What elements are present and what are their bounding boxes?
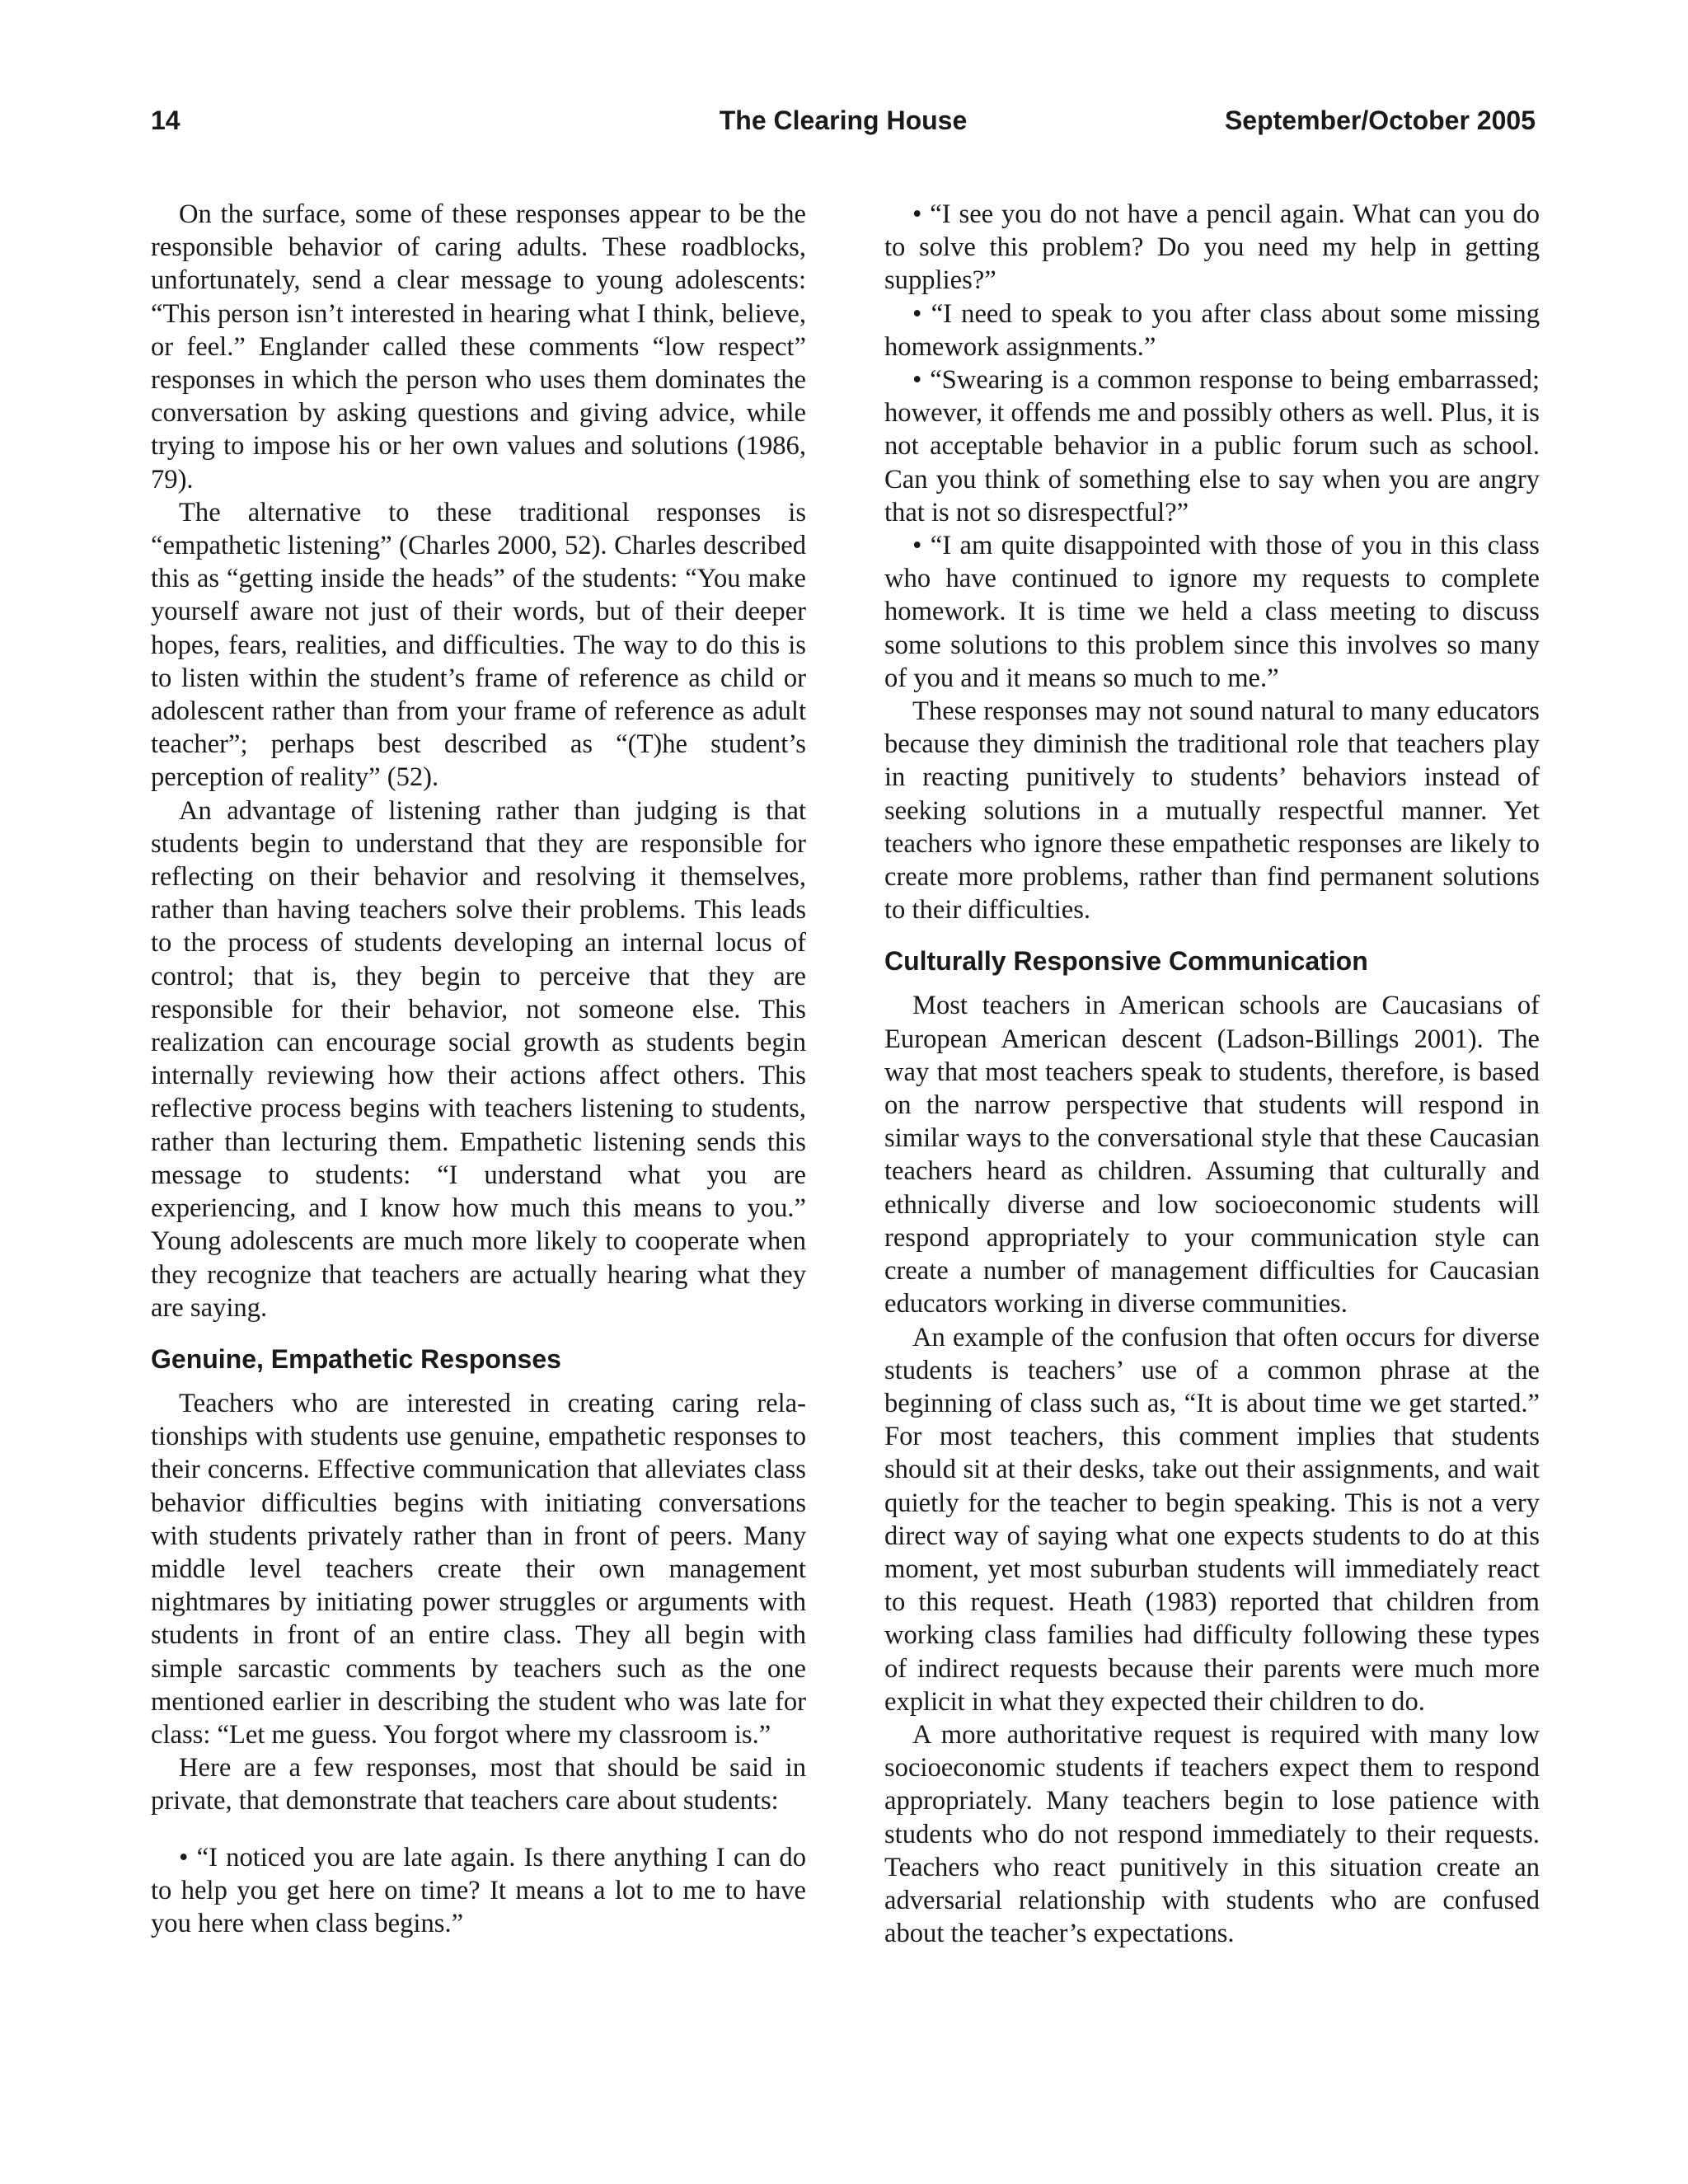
section-heading-culturally-responsive-communication: Culturally Responsive Communication	[884, 946, 1368, 977]
paragraph: On the surface, some of these responses appear to be the responsible behavior of caring adults. These roadblocks, unfortunately, send a clear message to young adolescents: “This person isn’t interested in hearing what I think, believe, or feel.” Englander called these comments “low respect” responses in which the person who uses them dominates the conversation by asking questions and giving advice, while trying to impose his or her own values and solutions (1986, 79).	[151, 199, 806, 494]
bullet-item: • “I am quite disappointed with those of you in this class who have continued to ignore my requests to complete homework. It is time we held a class meeting to discuss some solutions to this problem since this involves so many of you and it means so much to me.”	[884, 531, 1540, 693]
right-column	[884, 198, 1540, 1950]
paragraph: An example of the confusion that often occurs for diverse students is teachers’ use of a common phrase at the beginning of class such as, “It is about time we get started.” For most teachers, this comment implies that students should sit at their desks, take out their assignments, and wait quietly for the teacher to begin speaking. This is not a very direct way of saying what one expects students to do at this moment, yet most suburban students will immediately react to this request. Heath (1983) reported that children from working class families had difficulty following these types of indirect requests because their parents were much more explicit in what they expected their children to do.	[884, 1322, 1540, 1717]
section-heading-genuine-empathetic-responses: Genuine, Empathetic Responses	[151, 1343, 561, 1374]
paragraph: Teachers who are interested in creating caring relationships with students use genuine, empathetic responses to their concerns. Effective communication that alleviates class behavior difficulties begins with initiating conversations with students privately rather than in front of peers. Many middle level teachers create their own management nightmares by initiating power struggles or arguments with students in front of an entire class. They all begin with simple sarcastic comments by teachers such as the one mentioned earlier in describing the student who was late for class: “Let me guess. You forgot where my classroom is.”	[151, 1388, 806, 1750]
page-number: 14	[151, 105, 181, 135]
bullet-item: • “Swearing is a common response to being embarrassed; however, it offends me and possibly others as well. Plus, it is not acceptable behavior in a public forum such as school. Can you think of something else to say when you are angry that is not so disrespectful?”	[884, 365, 1540, 527]
paragraph: These responses may not sound natural to many educators because they diminish the traditional role that teachers play in reacting punitively to students’ behaviors instead of seeking solutions in a mutually respectful manner. Yet teachers who ignore these empathetic responses are likely to create more problems, rather than find permanent solutions to their difficulties.	[884, 696, 1540, 926]
running-header	[151, 105, 1536, 142]
paragraph: Here are a few responses, most that should be said in private, that demonstrate that teachers care about students:	[151, 1753, 806, 1816]
paragraph: A more authoritative request is required with many low socioeconomic students if teachers expect them to respond appropriately. Many teachers begin to lose patience with students who do not respond immediately to their requests. Teachers who react punitively in this situation create an adversarial relationship with students who are confused about the teacher’s expectations.	[884, 1719, 1540, 1949]
issue-date: September/October 2005	[1224, 105, 1536, 135]
bullet-item: • “I noticed you are late again. Is there anything I can do to help you get here on time? It means a lot to me to have you here when class begins.”	[151, 1842, 806, 1938]
bullet-item: • “I see you do not have a pencil again. What can you do to solve this problem? Do you need my help in getting supplies?”	[884, 199, 1540, 296]
paragraph: Most teachers in American schools are Caucasians of European American descent (Ladson-Billings 2001). The way that most teachers speak to students, therefore, is based on the narrow perspective that students will respond in similar ways to the conversational style that these Caucasian teachers heard as children. Assuming that culturally and ethnically diverse and low socioeconomic students will respond appropriately to your communication style can create a number of management difficulties for Caucasian educators working in diverse communities.	[884, 991, 1540, 1319]
left-column	[151, 198, 806, 1940]
paragraph: The alternative to these traditional responses is “empathetic listening” (Charles 2000, 52). Charles described this as “getting inside the heads” of the students: “You make yourself aware not just of their words, but of their deeper hopes, fears, realities, and difficulties. The way to do this is to listen within the student’s frame of reference as child or adolescent rather than from your frame of reference as adult teacher”; perhaps best described as “(T)he student’s perception of reality” (52).	[151, 497, 806, 793]
journal-title: The Clearing House	[719, 105, 968, 135]
paragraph: An advantage of listening rather than judging is that students begin to understand that they are responsible for reflecting on their behavior and resolving it themselves, rather than having teachers solve their problems. This leads to the process of students developing an internal locus of control; that is, they begin to perceive that they are responsible for their behavior, not someone else. This realization can encourage social growth as students begin internally reviewing how their actions affect others. This reflective process begins with teachers listening to students, rather than lecturing them. Empathetic listening sends this message to students: “I understand what you are experiencing, and I know how much this means to you.” Young adolescents are much more likely to cooperate when they recognize that teachers are actually hearing what they are saying.	[151, 795, 806, 1323]
bullet-item: • “I need to speak to you after class about some missing homework assignments.”	[884, 298, 1540, 362]
